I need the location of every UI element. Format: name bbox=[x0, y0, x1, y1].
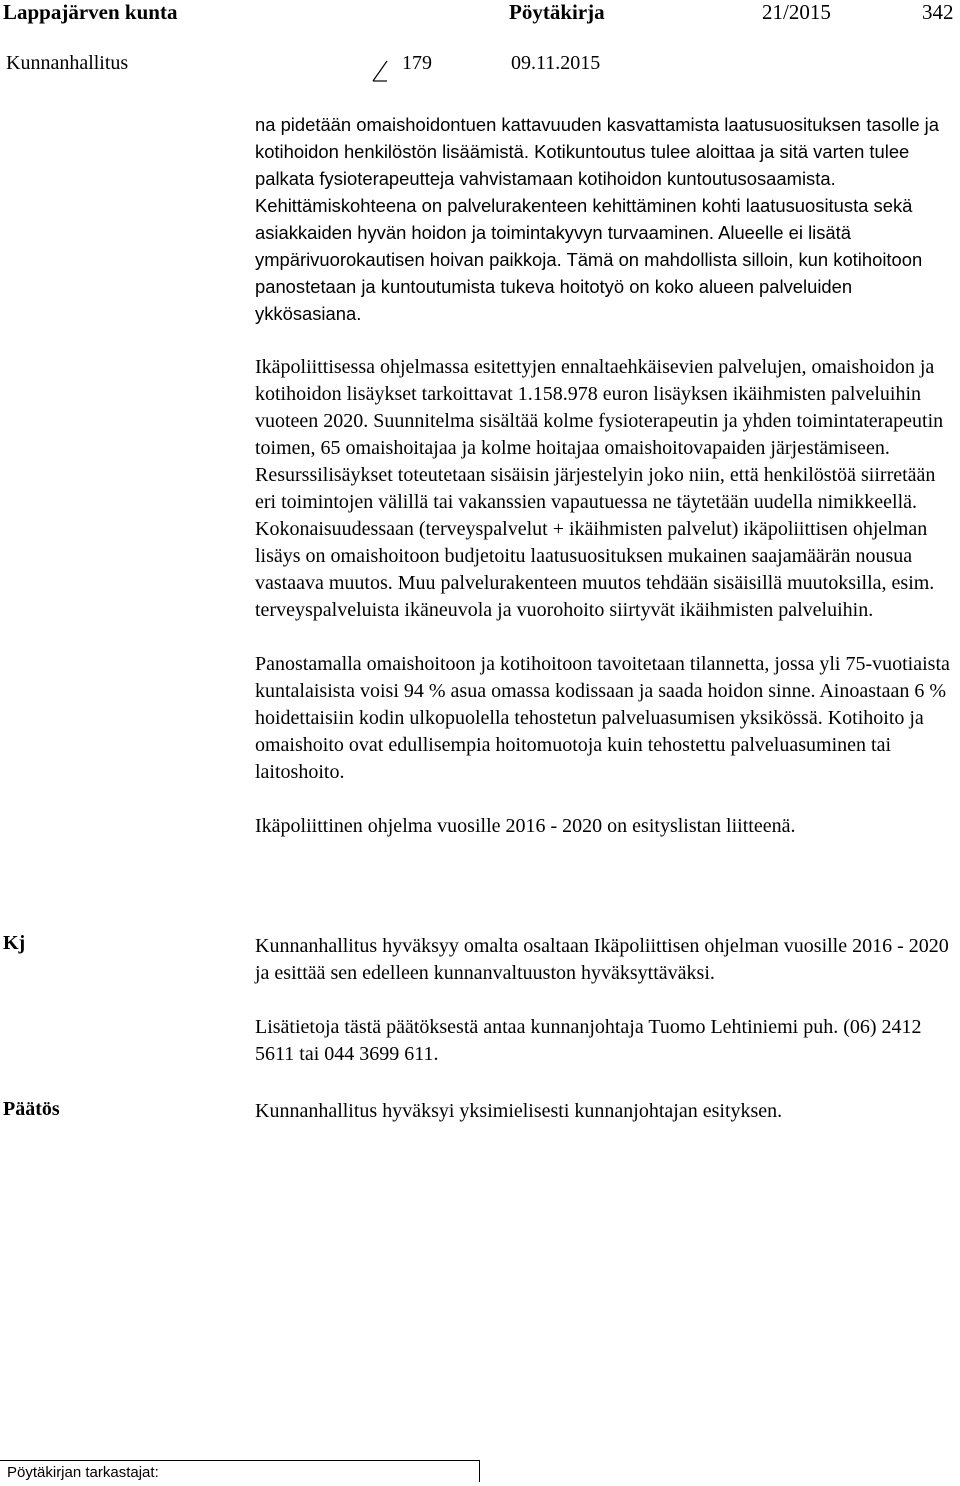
meeting-info bbox=[0, 52, 960, 82]
paragraph-intro: na pidetään omaishoidontuen kattavuuden kasvattamista laatusuosituksen tasolle ja kotihoidon henkilöstön lisäämistä. Kotikuntoutus tulee aloittaa ja sitä varten tulee palkata fysioterapeutteja vahvistamaan kotihoidon kuntoutusosaamista. Kehittämiskohteena on palvelurakenteen kehittäminen kohti laatusuositusta sekä asiakkaiden hyvän hoidon ja toimintakyvyn turvaaminen. Alueelle ei lisätä ympärivuorokautisen hoivan paikkoja. Tämä on mahdollista silloin, kun kotihoitoon panostetaan ja kuntoutumista tukeva hoitotyö on koko alueen palveluiden ykkösasiana. bbox=[255, 114, 939, 324]
proposal-label: Kj bbox=[3, 932, 26, 954]
decision-text: Kunnanhallitus hyväksyi yksimielisesti kunnanjohtajan esityksen. bbox=[255, 1100, 783, 1122]
document-number: 21/2015 bbox=[762, 0, 831, 24]
meeting-body: Kunnanhallitus bbox=[6, 52, 129, 74]
section-sign-icon bbox=[372, 60, 388, 82]
contact-info: Lisätietoja tästä päätöksestä antaa kunnanjohtaja Tuomo Lehtiniemi puh. (06) 2412 5611 tai 044 3699 611. bbox=[255, 1016, 922, 1065]
document-type: Pöytäkirja bbox=[509, 0, 605, 24]
section-number: 179 bbox=[402, 52, 432, 74]
document-header bbox=[0, 0, 960, 30]
paragraph-attachment: Ikäpoliittinen ohjelma vuosille 2016 - 2020 on esityslistan liitteenä. bbox=[255, 815, 796, 837]
document-body bbox=[255, 111, 955, 867]
proposal-block bbox=[255, 933, 955, 1095]
proposal-text: Kunnanhallitus hyväksyy omalta osaltaan Ikäpoliittisen ohjelman vuosille 2016 - 2020 ja esittää sen edelleen kunnanvaltuuston hyväksyttäväksi. bbox=[255, 935, 949, 984]
decision-label: Päätös bbox=[3, 1098, 60, 1120]
decision-block bbox=[255, 1098, 955, 1152]
municipality-name: Lappajärven kunta bbox=[3, 0, 178, 24]
section-sign bbox=[372, 60, 388, 78]
page-number: 342 bbox=[922, 0, 954, 24]
reviewers-box bbox=[0, 1460, 480, 1482]
meeting-date: 09.11.2015 bbox=[511, 52, 601, 74]
reviewers-label: Pöytäkirjan tarkastajat: bbox=[7, 1464, 159, 1481]
paragraph-goals: Panostamalla omaishoitoon ja kotihoitoon tavoitetaan tilannetta, jossa yli 75-vuotiaista kuntalaisista voisi 94 % asua omassa kodissaan ja saada hoidon sinne. Ainoastaan 6 % hoidettaisiin kodin ulkopuolella tehostetun palveluasumisen yksikössä. Kotihoito ja omaishoito ovat edullisempia hoitomuotoja kuin tehostettu palveluasuminen tai laitoshoito. bbox=[255, 653, 950, 783]
paragraph-resources: Ikäpoliittisessa ohjelmassa esitettyjen ennaltaehkäisevien palvelujen, omaishoidon ja kotihoidon lisäykset tarkoittavat 1.158.978 euron lisäyksen ikäihmisten palveluihin vuoteen 2020. Suunnitelma sisältää kolme fysioterapeutin ja yhden toimintaterapeutin toimen, 65 omaishoitajaa ja kolme hoitajaa omaishoitovapaiden järjestämiseen. Resurssilisäykset toteutetaan sisäisin järjestelyin joko niin, että henkilöstöä siirretään eri toimintojen välillä tai vakanssien vapautuessa ne täytetään uudella nimikkeellä. Kokonaisuudessaan (terveyspalvelut + ikäihmisten palvelut) ikäpoliittisen ohjelman lisäys on omaishoitoon budjetoitu laatusuosituksen mukainen saajamäärän nousua vastaava muutos. Muu palvelurakenteen muutos tehdään sisäisillä muutoksilla, esim. terveyspalveluista ikäneuvola ja vuorohoito siirtyvät ikäihmisten palveluihin. bbox=[255, 356, 944, 621]
